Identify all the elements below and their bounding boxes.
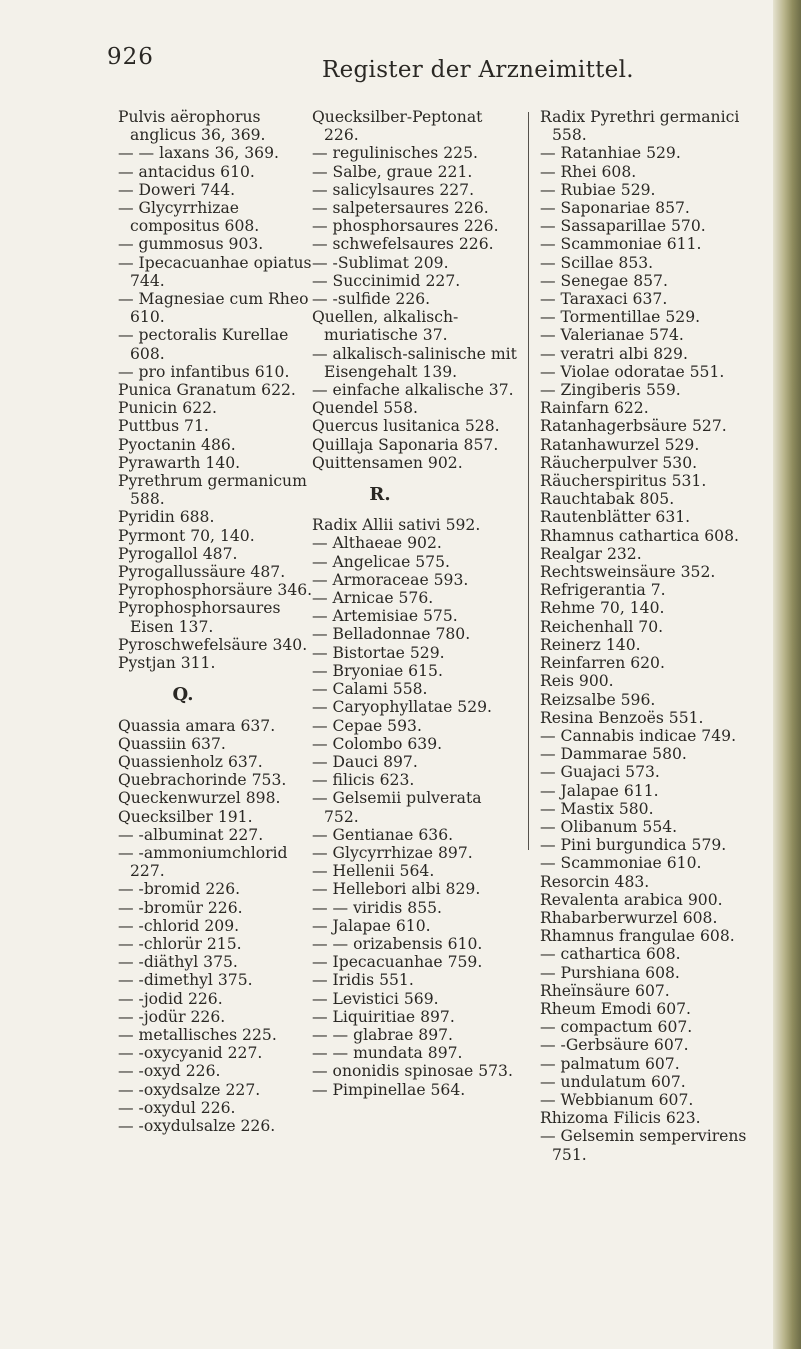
- index-entry: — Dauci 897.: [312, 752, 418, 771]
- index-entry: Refrigerantia 7.: [540, 581, 666, 600]
- index-entry: Rautenblätter 631.: [540, 508, 691, 527]
- page-edge-shadow: [773, 0, 801, 1349]
- index-entry: — -Gerbsäure 607.: [540, 1036, 689, 1055]
- index-entry: — Scammoniae 611.: [540, 235, 702, 254]
- index-entry: — filicis 623.: [312, 771, 415, 790]
- index-entry: — Glycyrrhizae 897.: [312, 843, 473, 862]
- index-entry: Radix Allii sativi 592.: [312, 516, 481, 535]
- index-entry: — Cannabis indicae 749.: [540, 726, 737, 745]
- index-entry: — — mundata 897.: [312, 1044, 463, 1063]
- index-entry: Pyroschwefelsäure 340.: [118, 635, 308, 654]
- index-entry: Punica Granatum 622.: [118, 381, 296, 400]
- index-entry: Queckenwurzel 898.: [118, 789, 281, 808]
- index-entry: Quellen, alkalisch-muriatische 37.: [312, 308, 459, 345]
- index-entry: — Tormentillae 529.: [540, 308, 701, 327]
- index-entry: Ratanhagerbsäure 527.: [540, 417, 727, 436]
- index-entry: — undulatum 607.: [540, 1072, 686, 1091]
- index-entry: — Althaeae 902.: [312, 534, 442, 553]
- index-entry: — -oxydsalze 227.: [118, 1080, 261, 1099]
- index-entry: — Webbianum 607.: [540, 1090, 694, 1109]
- index-entry: Quendel 558.: [312, 399, 418, 418]
- index-entry: — Artemisiae 575.: [312, 607, 458, 626]
- index-entry: Pyrogallussäure 487.: [118, 563, 286, 582]
- index-entry: — -sulfide 226.: [312, 290, 431, 309]
- index-entry: Quittensamen 902.: [312, 453, 463, 472]
- index-entry: Räucherpulver 530.: [540, 453, 698, 472]
- index-entry: Rehme 70, 140.: [540, 599, 665, 618]
- index-entry: — veratri albi 829.: [540, 344, 688, 363]
- index-entry: Pyridin 688.: [118, 508, 215, 527]
- index-entry: Quebrachorinde 753.: [118, 771, 287, 790]
- index-entry: — -oxydul 226.: [118, 1098, 236, 1117]
- index-entry: Räucherspiritus 531.: [540, 472, 707, 491]
- index-entry: Rainfarn 622.: [540, 399, 649, 418]
- index-entry: Pyrmont 70, 140.: [118, 526, 255, 545]
- index-entry: — Salbe, graue 221.: [312, 162, 473, 181]
- index-entry: — -bromür 226.: [118, 898, 243, 917]
- index-entry: — — glabrae 897.: [312, 1025, 454, 1044]
- index-entry: — -bromid 226.: [118, 880, 241, 899]
- index-entry: Quassia amara 637.: [118, 716, 276, 735]
- index-entry: — Gelsemii pulverata 752.: [312, 789, 482, 826]
- index-entry: Rheïnsäure 607.: [540, 981, 670, 1000]
- index-entry: — -diäthyl 375.: [118, 953, 238, 972]
- index-entry: — Angelicae 575.: [312, 552, 450, 571]
- index-entry: — — viridis 855.: [312, 898, 442, 917]
- index-entry: Rheum Emodi 607.: [540, 999, 692, 1018]
- index-entry: Quassiin 637.: [118, 734, 226, 753]
- index-entry: — ononidis spinosae 573.: [312, 1062, 513, 1081]
- running-head: Register der Arzneimittel.: [322, 57, 634, 83]
- index-entry: — Pimpinellae 564.: [312, 1080, 466, 1099]
- index-entry: Pyrethrum germanicum 588.: [118, 472, 307, 509]
- index-entry: — -dimethyl 375.: [118, 971, 253, 990]
- index-entry: — -jodür 226.: [118, 1007, 226, 1026]
- index-entry: — Magnesiae cum Rheo 610.: [118, 290, 309, 327]
- index-entry: Radix Pyrethri germanici 558.: [540, 108, 740, 145]
- index-entry: — -oxycyanid 227.: [118, 1044, 263, 1063]
- index-entry: — Guajaci 573.: [540, 763, 660, 782]
- index-entry: Pystjan 311.: [118, 654, 216, 673]
- index-entry: Quercus lusitanica 528.: [312, 417, 500, 436]
- index-entry: Revalenta arabica 900.: [540, 890, 723, 909]
- index-entry: Punicin 622.: [118, 399, 218, 418]
- index-entry: Ratanhawurzel 529.: [540, 435, 700, 454]
- index-entry: — palmatum 607.: [540, 1054, 680, 1073]
- index-entry: — metallisches 225.: [118, 1025, 277, 1044]
- index-entry: — Taraxaci 637.: [540, 290, 668, 309]
- index-entry: — -ammoniumchlorid 227.: [118, 843, 288, 881]
- index-entry: — Glycyrrhizae compositus 608.: [118, 199, 260, 236]
- index-entry: Quecksilber 191.: [118, 807, 253, 826]
- index-entry: — antacidus 610.: [118, 162, 255, 181]
- index-entry: — Gentianae 636.: [312, 825, 454, 844]
- index-entry: — Armoraceae 593.: [312, 570, 469, 589]
- index-entry: — Succinimid 227.: [312, 271, 461, 290]
- index-entry: — Dammarae 580.: [540, 745, 687, 764]
- index-entry: — Jalapae 610.: [312, 916, 431, 935]
- index-entry: Realgar 232.: [540, 544, 642, 563]
- index-column-1: [118, 108, 318, 1135]
- index-entry: — Mastix 580.: [540, 799, 654, 818]
- index-entry: — Ipecacuanhae opiatus 744.: [118, 253, 312, 290]
- index-entry: Quillaja Saponaria 857.: [312, 435, 499, 454]
- index-entry: — cathartica 608.: [540, 945, 681, 964]
- index-column-3: [540, 108, 765, 1164]
- index-entry: — pro infantibus 610.: [118, 362, 290, 381]
- index-entry: — Rubiae 529.: [540, 180, 656, 199]
- index-entry: Reinerz 140.: [540, 635, 641, 654]
- index-entry: — Cepae 593.: [312, 716, 422, 735]
- index-entry: — -chlorür 215.: [118, 934, 242, 953]
- index-entry: — Belladonnae 780.: [312, 625, 471, 644]
- index-entry: — -Sublimat 209.: [312, 253, 449, 272]
- index-entry: Puttbus 71.: [118, 417, 209, 436]
- index-entry: — -jodid 226.: [118, 989, 223, 1008]
- index-entry: — -chlorid 209.: [118, 916, 240, 935]
- index-entry: Reinfarren 620.: [540, 654, 665, 673]
- index-entry: Reis 900.: [540, 672, 614, 691]
- index-entry: Quassienholz 637.: [118, 752, 263, 771]
- index-entry: — Bistortae 529.: [312, 643, 445, 662]
- index-entry: — -albuminat 227.: [118, 825, 264, 844]
- index-entry: — schwefelsaures 226.: [312, 235, 494, 254]
- index-entry: Pyrawarth 140.: [118, 453, 241, 472]
- index-entry: Rhamnus cathartica 608.: [540, 526, 739, 545]
- index-entry: — Doweri 744.: [118, 180, 236, 199]
- index-entry: — gummosus 903.: [118, 235, 264, 254]
- index-entry: Rhamnus frangulae 608.: [540, 927, 735, 946]
- index-entry: — alkalisch-salinische mit Eisengehalt 139.: [312, 344, 517, 381]
- index-entry: — Jalapae 611.: [540, 781, 659, 800]
- section-letter: R.: [369, 484, 391, 506]
- index-entry: — Ipecacuanhae 759.: [312, 953, 483, 972]
- index-entry: — Calami 558.: [312, 680, 428, 699]
- index-entry: Resorcin 483.: [540, 872, 650, 891]
- index-entry: — Bryoniae 615.: [312, 661, 443, 680]
- index-entry: — einfache alkalische 37.: [312, 381, 514, 400]
- index-entry: — regulinisches 225.: [312, 144, 478, 163]
- index-entry: — -oxydulsalze 226.: [118, 1116, 276, 1135]
- index-entry: — Scammoniae 610.: [540, 854, 702, 873]
- index-entry: — Ratanhiae 529.: [540, 144, 681, 163]
- index-entry: — Senegae 857.: [540, 271, 668, 290]
- index-entry: — salicylsaures 227.: [312, 180, 475, 199]
- index-entry: Pyoctanin 486.: [118, 435, 236, 454]
- index-entry: Reichenhall 70.: [540, 617, 664, 636]
- index-entry: — pectoralis Kurellae 608.: [118, 326, 289, 363]
- index-entry: — compactum 607.: [540, 1018, 693, 1037]
- index-entry: — phosphorsaures 226.: [312, 217, 499, 236]
- index-entry: Pyrophosphorsaures Eisen 137.: [118, 599, 281, 636]
- index-entry: — Valerianae 574.: [540, 326, 684, 345]
- index-entry: Pyrophosphorsäure 346.: [118, 581, 313, 600]
- index-entry: Resina Benzoës 551.: [540, 708, 704, 727]
- index-entry: — Olibanum 554.: [540, 817, 678, 836]
- index-entry: — Iridis 551.: [312, 971, 414, 990]
- section-letter: Q.: [172, 684, 194, 706]
- index-entry: — Hellebori albi 829.: [312, 880, 481, 899]
- index-entry: Rechtsweinsäure 352.: [540, 563, 716, 582]
- index-entry: Reizsalbe 596.: [540, 690, 656, 709]
- index-entry: — Zingiberis 559.: [540, 381, 681, 400]
- index-entry: Pulvis aërophorus anglicus 36, 369.: [118, 108, 266, 145]
- index-entry: — -oxyd 226.: [118, 1062, 221, 1081]
- index-entry: Quecksilber-Peptonat 226.: [312, 108, 483, 145]
- index-entry: — — laxans 36, 369.: [118, 144, 279, 163]
- index-entry: — salpetersaures 226.: [312, 199, 489, 218]
- index-entry: — Sassaparillae 570.: [540, 217, 706, 236]
- index-entry: Rhabarberwurzel 608.: [540, 908, 718, 927]
- index-entry: — — orizabensis 610.: [312, 934, 483, 953]
- index-entry: — Gelsemin sempervirens 751.: [540, 1127, 747, 1164]
- index-entry: — Purshiana 608.: [540, 963, 680, 982]
- index-entry: — Saponariae 857.: [540, 199, 690, 218]
- index-entry: Pyrogallol 487.: [118, 544, 238, 563]
- index-column-2: [312, 108, 518, 1099]
- index-entry: — Colombo 639.: [312, 734, 443, 753]
- page-number: 926: [107, 44, 154, 70]
- index-entry: Rhizoma Filicis 623.: [540, 1109, 701, 1128]
- index-entry: Rauchtabak 805.: [540, 490, 675, 509]
- index-entry: — Pini burgundica 579.: [540, 836, 727, 855]
- index-entry: — Caryophyllatae 529.: [312, 698, 493, 717]
- index-entry: — Liquiritiae 897.: [312, 1007, 455, 1026]
- index-entry: — Violae odoratae 551.: [540, 362, 725, 381]
- index-entry: — Rhei 608.: [540, 162, 637, 181]
- index-entry: — Arnicae 576.: [312, 589, 434, 608]
- index-entry: — Hellenii 564.: [312, 862, 435, 881]
- column-divider: [528, 112, 529, 850]
- index-entry: — Scillae 853.: [540, 253, 654, 272]
- index-entry: — Levistici 569.: [312, 989, 439, 1008]
